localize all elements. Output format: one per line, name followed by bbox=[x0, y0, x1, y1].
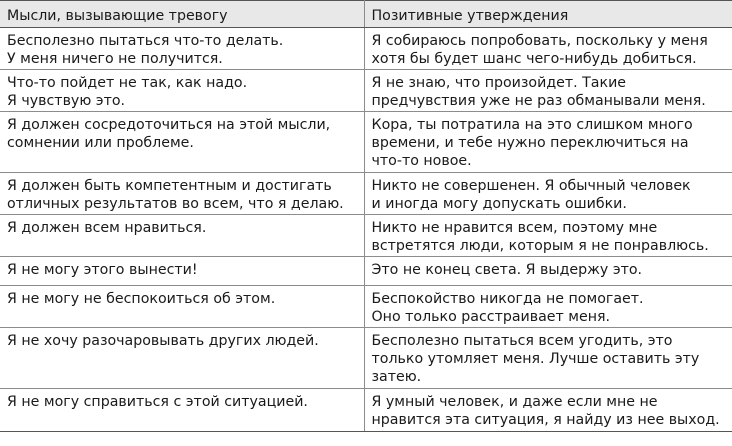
affirmation-cell: Я умный человек, и даже если мне не нравится эта ситуация, я найду из нее выход. bbox=[364, 389, 732, 432]
table-row bbox=[0, 257, 732, 286]
thought-cell: Я должен всем нравиться. bbox=[0, 215, 364, 257]
table-row bbox=[0, 70, 732, 112]
affirmation-cell: Я не знаю, что произойдет. Такие предчувствия уже не раз обманывали меня. bbox=[364, 70, 732, 112]
affirmation-cell: Это не конец света. Я выдержу это. bbox=[364, 257, 732, 286]
header-thoughts: Мысли, вызывающие тревогу bbox=[0, 1, 364, 28]
affirmation-cell: Я собираюсь попробовать, поскольку у меня хотя бы будет шанс чего-нибудь добиться. bbox=[364, 28, 732, 70]
affirmation-cell: Никто не совершенен. Я обычный человек и иногда могу допускать ошибки. bbox=[364, 173, 732, 215]
table-row bbox=[0, 112, 732, 173]
table-row bbox=[0, 173, 732, 215]
thought-cell: Что-то пойдет не так, как надо. Я чувствую это. bbox=[0, 70, 364, 112]
affirmation-cell: Никто не нравится всем, поэтому мне встретятся люди, которым я не понравлюсь. bbox=[364, 215, 732, 257]
thought-cell: Бесполезно пытаться что-то делать. У меня ничего не получится. bbox=[0, 28, 364, 70]
affirmation-cell: Бесполезно пытаться всем угодить, это только утомляет меня. Лучше оставить эту затею. bbox=[364, 328, 732, 389]
thought-cell: Я должен сосредоточиться на этой мысли, сомнении или проблеме. bbox=[0, 112, 364, 173]
header-row bbox=[0, 1, 732, 28]
thought-cell: Я не могу не беспокоиться об этом. bbox=[0, 286, 364, 328]
table-row bbox=[0, 286, 732, 328]
thought-cell: Я не могу справиться с этой ситуацией. bbox=[0, 389, 364, 432]
table-row bbox=[0, 215, 732, 257]
table-row bbox=[0, 389, 732, 432]
affirmation-cell: Беспокойство никогда не помогает. Оно только расстраивает меня. bbox=[364, 286, 732, 328]
thought-cell: Я не могу этого вынести! bbox=[0, 257, 364, 286]
table-row bbox=[0, 328, 732, 389]
table-row bbox=[0, 28, 732, 70]
affirmation-cell: Кора, ты потратила на это слишком много времени, и тебе нужно переключиться на что-то новое. bbox=[364, 112, 732, 173]
header-affirmations: Позитивные утверждения bbox=[364, 1, 732, 28]
thought-cell: Я не хочу разочаровывать других людей. bbox=[0, 328, 364, 389]
thought-cell: Я должен быть компетентным и достигать отличных результатов во всем, что я делаю. bbox=[0, 173, 364, 215]
